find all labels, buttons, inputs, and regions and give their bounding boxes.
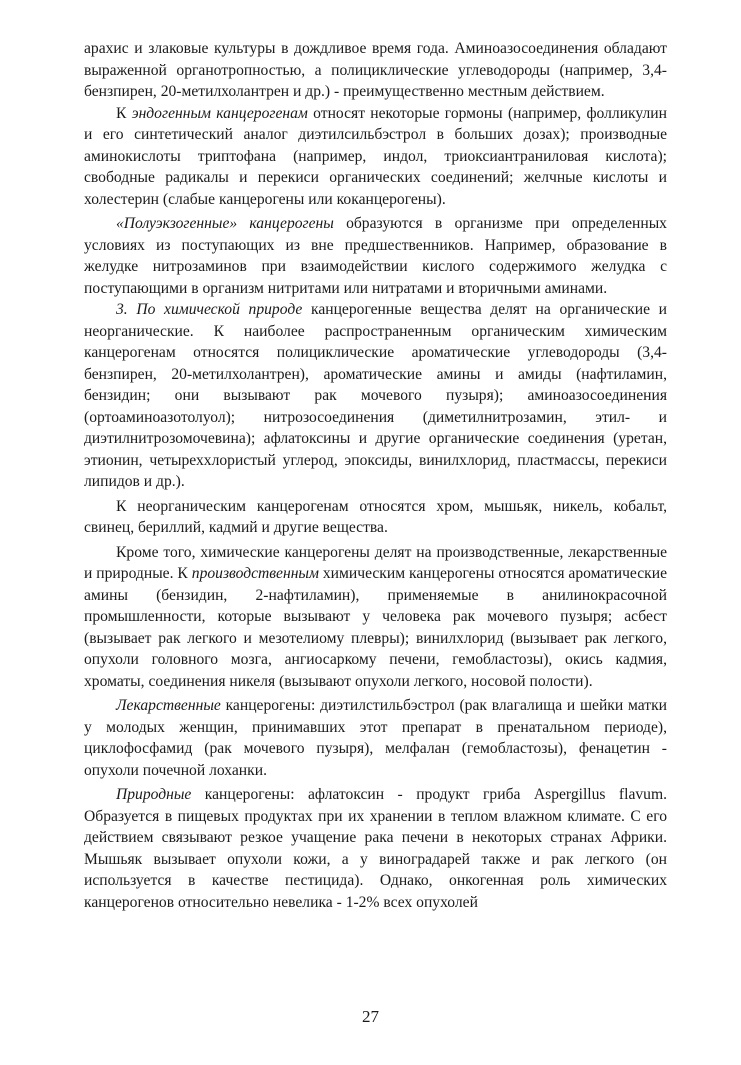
document-body	[84, 38, 667, 913]
paragraph-6-text-b: химическим канцерогены относятся ароматические амины (бензидин, 2-нафтиламин), применяемые в анилинокрасочной промышленности, которые вызывают у человека рак мочевого пузыря; асбест (вызывает рак легкого и мезотелиому плевры); винилхлорид (вызывает рак легкого, опухоли головного мозга, ангиосаркому печени, гемобластозы), окись кадмия, хроматы, соединения никеля (вызывают опухоли легкого, носовой полости).	[84, 565, 667, 690]
paragraph-industrial	[84, 542, 667, 693]
paragraph-5-text: К неорганическим канцерогенам относятся хром, мышьяк, никель, кобальт, свинец, бериллий, кадмий и другие вещества.	[84, 497, 667, 536]
paragraph-2-text-a: К	[116, 104, 132, 122]
paragraph-medicinal	[84, 695, 667, 781]
paragraph-1-text: арахис и злаковые культуры в дождливое время года. Аминоазосоединения обладают выраженной органотропностью, а полициклические углеводороды (например, 3,4-бензпирен, 20-метилхолантрен и др.) - преимущественно местным действием.	[84, 40, 667, 100]
paragraph-3-text: образуются в организме при определенных условиях из поступающих из вне предшественников. Например, образование в желудке нитрозаминов при взаимодействии кислого содержимого желудка с поступающими в организм нитритами или нитратами и вторичными аминами.	[84, 215, 667, 297]
paragraph-natural	[84, 784, 667, 913]
page-number: 27	[362, 1007, 379, 1026]
paragraph-7-text: канцерогены: диэтилстильбэстрол (рак влагалища и шейки матки у молодых женщин, принимавших этот препарат в пренатальном периоде), циклофосфамид (рак мочевого пузыря), мелфалан (гемобластозы), фенацетин - опухоли почечной лоханки.	[84, 697, 667, 779]
paragraph-semi-exogenous	[84, 213, 667, 299]
term-industrial: производственным	[191, 565, 319, 582]
paragraph-2-text-b: относят некоторые гормоны (например, фолликулин и его синтетический аналог диэтилсильбэстрол в больших дозах); производные аминокислоты триптофана (например, индол, триоксиантраниловая кислота); свободные радикалы и перекиси органических соединений; желчные кислоты и холестерин (слабые канцерогены или коканцерогены).	[84, 104, 667, 208]
term-medicinal: Лекарственные	[116, 697, 221, 714]
paragraph-endogenous	[84, 103, 667, 211]
term-natural: Природные	[116, 786, 192, 803]
paragraph-4-text: канцерогенные вещества делят на органические и неорганические. К наиболее распространенным органическим химическим канцерогенам относятся полициклические ароматические углеводороды (3,4-бензпирен, 20-метилхолантрен), ароматические амины и амиды (нафтиламин, бензидин; они вызывают рак мочевого пузыря); аминоазосоединения (ортоаминоазотолуол); нитрозосоединения (диметилнитрозамин, этил- и диэтилнитрозомочевина); афлатоксины и другие органические соединения (уретан, этионин, четыреххлористый углерод, эпоксиды, винилхлорид, пластмассы, перекиси липидов и др.).	[84, 301, 667, 490]
term-endogenous: эндогенным канцерогенам	[131, 104, 308, 122]
paragraph-chemical-nature	[84, 299, 667, 493]
paragraph-6-text-a: Кроме того, химические канцерогены делят на производственные, лекарственные и природные. К	[84, 543, 667, 582]
term-chemical-nature: 3. По химической природе	[116, 301, 303, 318]
paragraph-1	[84, 38, 667, 103]
paragraph-inorganic	[84, 496, 667, 539]
term-semi-exogenous: «Полуэкзогенные» канцерогены	[116, 215, 334, 232]
paragraph-8-text: канцерогены: афлатоксин - продукт гриба Aspergillus flavum. Образуется в пищевых продуктах при их хранении в теплом влажном климате. С его действием связывают резкое учащение рака печени в некоторых странах Африки. Мышьяк вызывает опухоли кожи, а у виноградарей также и рак легкого (он используется в качестве пестицида). Однако, онкогенная роль химических канцерогенов относительно невелика - 1-2% всех опухолей	[84, 786, 667, 911]
